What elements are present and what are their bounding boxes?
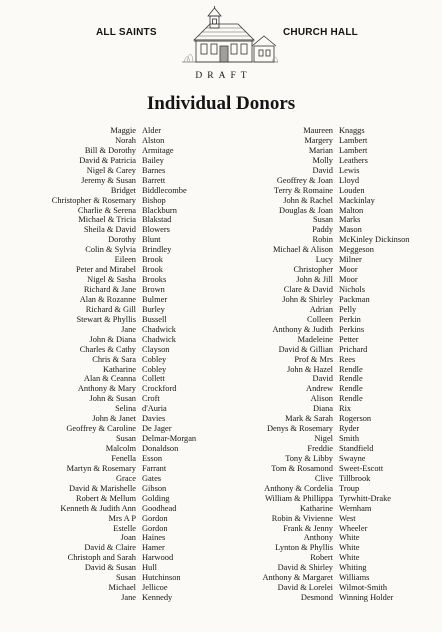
donor-row (10, 374, 242, 384)
donor-first-names: Jane (121, 593, 136, 603)
donor-first-names: Anthony & Cordelia (264, 483, 333, 493)
donor-surname: Moor (339, 265, 358, 275)
donor-surname: Chadwick (142, 334, 176, 344)
donor-first-names: David & Susan (84, 563, 136, 573)
donor-first-names: Molly (312, 155, 333, 165)
donor-first-names: Geoffrey & Caroline (66, 424, 136, 434)
donor-surname: Lambert (339, 135, 368, 145)
donor-row (213, 504, 442, 514)
donor-surname: Harwood (142, 553, 174, 563)
donor-row (10, 166, 242, 176)
header-left-text: ALL SAINTS (96, 27, 157, 38)
donor-first-names: Clive (314, 473, 333, 483)
donor-surname: Moor (339, 275, 358, 285)
donor-surname: Delmar-Morgan (142, 434, 197, 444)
donor-surname: Donaldson (142, 444, 179, 453)
donor-row (213, 196, 442, 206)
donor-first-names: David & Claire (84, 543, 136, 553)
donor-surname: Pelly (339, 304, 357, 314)
church-hall-sketch-icon (180, 6, 280, 68)
donor-row (10, 345, 242, 355)
donor-first-names: Lynton & Phyllis (275, 543, 333, 553)
donor-surname: Swayne (339, 453, 366, 463)
donor-surname: Haines (142, 533, 166, 543)
donor-first-names: Grace (116, 473, 136, 483)
donor-row (10, 543, 242, 553)
donor-row (10, 126, 242, 136)
donor-row (10, 265, 242, 275)
donor-surname: Collett (142, 374, 165, 384)
donor-first-names: David & Shirley (277, 563, 333, 573)
donor-surname: Perkin (339, 314, 361, 324)
donor-row (213, 424, 442, 434)
donor-first-names: Alan & Rozanne (79, 294, 136, 304)
donor-surname: Rendle (339, 364, 363, 374)
donor-surname: Blakstad (142, 215, 172, 225)
donor-first-names: Freddie (307, 444, 333, 453)
donor-surname: Whiting (339, 563, 367, 573)
donor-first-names: Selina (115, 404, 136, 414)
donor-surname: Gordon (142, 513, 168, 523)
donor-row (10, 176, 242, 186)
donor-surname: Esson (142, 453, 163, 463)
donor-first-names: Mark & Sarah (285, 414, 333, 424)
donor-surname: Farrant (142, 463, 167, 473)
donor-first-names: Robin (312, 235, 333, 245)
donor-first-names: Sheila & David (83, 225, 136, 235)
donor-first-names: David & Marishelle (69, 483, 136, 493)
donor-first-names: Nigel & Carey (86, 165, 136, 175)
donor-row (213, 345, 442, 355)
donor-first-names: Anthony & Margaret (262, 573, 333, 583)
donor-first-names: David & Gillian (278, 344, 333, 354)
donor-surname: Brown (142, 285, 165, 294)
donor-row (10, 553, 242, 563)
donor-row (10, 384, 242, 394)
donor-first-names: Tony & Libby (285, 453, 333, 463)
donor-row (213, 265, 442, 275)
donor-surname: Mackinlay (339, 195, 375, 205)
donor-surname: Hull (142, 563, 157, 573)
donor-row (10, 365, 242, 375)
donor-row (213, 464, 442, 474)
donor-row (213, 394, 442, 404)
donor-first-names: Richard & Gill (85, 304, 136, 314)
donor-row (213, 454, 442, 464)
donor-first-names: Douglas & Joan (279, 205, 333, 215)
donor-list-left (10, 126, 242, 603)
donor-row (10, 285, 242, 295)
donor-row (213, 583, 442, 593)
donor-row (10, 275, 242, 285)
donor-row (213, 553, 442, 563)
donor-row (10, 464, 242, 474)
donor-first-names: Katharine (299, 503, 333, 513)
donor-first-names: Nigel (314, 434, 333, 444)
donor-row (213, 524, 442, 534)
donor-first-names: Estelle (113, 523, 136, 533)
donor-surname: Williams (339, 573, 370, 583)
donor-row (213, 225, 442, 235)
donor-first-names: Kenneth & Judith Ann (60, 503, 136, 513)
donor-first-names: Andrew (306, 384, 333, 394)
donor-first-names: Fenella (111, 453, 136, 463)
donor-first-names: John & Janet (92, 414, 136, 424)
donor-first-names: Michael (108, 583, 136, 593)
donor-surname: Petter (339, 334, 359, 344)
donor-first-names: Katharine (102, 364, 136, 374)
donor-surname: Louden (339, 185, 365, 195)
donor-first-names: Mrs A P (108, 513, 136, 523)
donor-surname: Prichard (339, 344, 368, 354)
donor-row (213, 305, 442, 315)
donor-first-names: Margery (304, 135, 333, 145)
donor-first-names: Robin & Vivienne (271, 513, 333, 523)
donor-surname: Croft (142, 394, 160, 404)
donor-first-names: Clare & David (283, 285, 333, 294)
donor-row (10, 593, 242, 603)
donor-first-names: Peter and Mirabel (76, 265, 136, 275)
donor-surname: Packman (339, 294, 370, 304)
donor-surname: Leathers (339, 155, 368, 165)
donor-first-names: Lucy (315, 255, 333, 265)
donor-first-names: David & Lorelei (277, 583, 333, 593)
donor-row (213, 474, 442, 484)
donor-row (10, 583, 242, 593)
donor-row (213, 215, 442, 225)
donor-first-names: Anthony & Judith (272, 324, 333, 334)
donor-surname: Bailey (142, 155, 164, 165)
donor-surname: Tyrwhitt-Drake (339, 493, 391, 503)
donor-surname: Gordon (142, 523, 168, 533)
donor-surname: d'Auria (142, 404, 167, 414)
donor-first-names: John & Hazel (286, 364, 333, 374)
donor-row (213, 146, 442, 156)
donor-surname: Goodhead (142, 503, 177, 513)
donor-row (213, 533, 442, 543)
donor-surname: West (339, 513, 356, 523)
donor-surname: Bulmer (142, 294, 168, 304)
donor-surname: Crockford (142, 384, 177, 394)
donor-surname: Brindley (142, 245, 172, 255)
donor-first-names: Richard & Jane (83, 285, 136, 294)
donor-surname: Wernham (339, 503, 372, 513)
donor-first-names: Bill & Dorothy (84, 145, 136, 155)
donor-row (10, 424, 242, 434)
donor-row (213, 275, 442, 285)
donor-first-names: Robert (310, 553, 333, 563)
donor-surname: Blackburn (142, 205, 177, 215)
donor-first-names: Michael & Alison (272, 245, 333, 255)
donor-first-names: Colleen (306, 314, 333, 324)
donor-first-names: William & Phillippa (264, 493, 333, 503)
donor-row (213, 335, 442, 345)
donor-first-names: Maggie (110, 126, 136, 135)
donor-first-names: Malcolm (105, 444, 136, 453)
donor-surname: De Jager (142, 424, 172, 434)
donor-first-names: Susan (115, 434, 136, 444)
donor-row (10, 494, 242, 504)
donor-surname: Alston (142, 135, 165, 145)
donor-surname: Brook (142, 255, 163, 265)
donor-first-names: Adrian (309, 304, 333, 314)
donor-first-names: Christopher (293, 265, 333, 275)
donor-row (213, 384, 442, 394)
donor-first-names: David (312, 165, 333, 175)
donor-surname: Gibson (142, 483, 167, 493)
donor-row (213, 543, 442, 553)
donor-row (213, 245, 442, 255)
donor-surname: White (339, 553, 360, 563)
donor-surname: Lambert (339, 145, 368, 155)
donor-first-names: Nigel & Sasha (87, 275, 136, 285)
donor-surname: Rogerson (339, 414, 372, 424)
donor-row (213, 235, 442, 245)
donor-surname: Barnes (142, 165, 166, 175)
donor-surname: Rendle (339, 374, 363, 384)
donor-row (213, 355, 442, 365)
donor-row (213, 186, 442, 196)
donor-surname: Hamer (142, 543, 165, 553)
donor-first-names: Marian (308, 145, 333, 155)
donor-row (10, 325, 242, 335)
donor-first-names: Anthony & Mary (77, 384, 136, 394)
donor-row (10, 355, 242, 365)
donor-row (10, 196, 242, 206)
donor-surname: Biddlecombe (142, 185, 187, 195)
donor-first-names: Alan & Ceanna (83, 374, 136, 384)
donor-first-names: Bridget (110, 185, 136, 195)
donor-surname: Gates (142, 473, 162, 483)
donor-first-names: Desmond (300, 593, 333, 603)
donor-row (213, 444, 442, 454)
donor-row (10, 524, 242, 534)
donor-row (10, 335, 242, 345)
donor-surname: Bussell (142, 314, 167, 324)
donor-row (10, 225, 242, 235)
donor-row (213, 315, 442, 325)
donor-row (213, 206, 442, 216)
donor-surname: Bishop (142, 195, 166, 205)
donor-row (213, 414, 442, 424)
donor-first-names: Prof & Mrs (294, 354, 333, 364)
donor-first-names: Denys & Rosemary (266, 424, 333, 434)
donor-surname: Meggeson (339, 245, 374, 255)
donor-first-names: Geoffrey & Joan (276, 175, 333, 185)
donor-row (10, 245, 242, 255)
donor-first-names: Frank & Jenny (283, 523, 333, 533)
donor-first-names: John & Susan (89, 394, 136, 404)
donor-row (213, 295, 442, 305)
donor-row (213, 494, 442, 504)
donor-surname: Knaggs (339, 126, 365, 135)
donor-surname: Standfield (339, 444, 374, 453)
donor-surname: Barrett (142, 175, 166, 185)
donor-row (10, 305, 242, 315)
donor-row (213, 176, 442, 186)
donor-surname: Alder (142, 126, 162, 135)
donor-surname: Malton (339, 205, 364, 215)
donor-surname: McKinley Dickinson (339, 235, 410, 245)
donor-row (10, 474, 242, 484)
donor-row (10, 454, 242, 464)
donor-first-names: Jeremy & Susan (81, 175, 136, 185)
donor-row (213, 434, 442, 444)
donor-first-names: John & Shirley (282, 294, 333, 304)
donor-row (10, 563, 242, 573)
donor-row (213, 255, 442, 265)
donor-surname: Lloyd (339, 175, 360, 185)
donor-row (10, 136, 242, 146)
donor-first-names: Chris & Sara (92, 354, 136, 364)
donor-first-names: John & Rachel (283, 195, 333, 205)
donor-surname: Troup (339, 483, 360, 493)
donor-row (10, 434, 242, 444)
donor-surname: Ryder (339, 424, 360, 434)
donor-surname: Lewis (339, 165, 360, 175)
donor-first-names: David (312, 374, 333, 384)
donor-surname: Brook (142, 265, 163, 275)
donor-row (10, 514, 242, 524)
donor-first-names: Joan (120, 533, 136, 543)
donor-row (10, 404, 242, 414)
donor-surname: Wilmot-Smith (339, 583, 388, 593)
donor-first-names: Tom & Rosamond (271, 463, 333, 473)
donor-first-names: Diana (313, 404, 333, 414)
donor-first-names: Alison (310, 394, 333, 404)
donor-first-names: Eileen (114, 255, 136, 265)
donor-surname: Blunt (142, 235, 161, 245)
header-right-text: CHURCH HALL (283, 27, 358, 38)
donor-first-names: Colin & Sylvia (85, 245, 136, 255)
donor-surname: Rees (339, 354, 356, 364)
donor-first-names: Norah (115, 135, 136, 145)
donor-first-names: Christoph and Sarah (67, 553, 136, 563)
donor-row (213, 374, 442, 384)
donor-row (10, 295, 242, 305)
donor-row (213, 563, 442, 573)
donor-first-names: Michael & Tricia (78, 215, 136, 225)
donor-row (213, 156, 442, 166)
donor-surname: Jellicoe (142, 583, 168, 593)
donor-surname: Clayson (142, 344, 170, 354)
document-header (0, 0, 442, 96)
donor-surname: Golding (142, 493, 170, 503)
donor-row (10, 235, 242, 245)
donor-surname: Nichols (339, 285, 366, 294)
donor-surname: Rix (339, 404, 352, 414)
donor-surname: Smith (339, 434, 360, 444)
donor-first-names: Anthony (303, 533, 333, 543)
donor-surname: Burley (142, 304, 165, 314)
donor-row (10, 255, 242, 265)
donor-first-names: John & Jill (296, 275, 333, 285)
donor-first-names: Susan (115, 573, 136, 583)
donor-first-names: Stewart & Phyllis (76, 314, 136, 324)
donor-surname: Marks (339, 215, 361, 225)
donor-surname: Rendle (339, 384, 363, 394)
donor-surname: Mason (339, 225, 362, 235)
donor-surname: Chadwick (142, 324, 176, 334)
donor-surname: Wheeler (339, 523, 368, 533)
donor-row (213, 514, 442, 524)
donor-first-names: Maureen (303, 126, 333, 135)
donor-surname: Davies (142, 414, 166, 424)
donor-row (10, 504, 242, 514)
donor-first-names: Charles & Cathy (79, 344, 136, 354)
donor-row (10, 156, 242, 166)
page-title: Individual Donors (146, 93, 296, 114)
donor-row (10, 444, 242, 454)
donor-surname: Tillbrook (339, 473, 371, 483)
donor-surname: Milner (339, 255, 362, 265)
donor-first-names: Madeleine (297, 334, 333, 344)
donor-row (213, 593, 442, 603)
donor-row (10, 146, 242, 156)
draft-label: DRAFT (195, 71, 252, 81)
donor-row (213, 136, 442, 146)
donor-row (213, 285, 442, 295)
donor-row (10, 215, 242, 225)
donor-row (10, 186, 242, 196)
donor-first-names: Paddy (312, 225, 333, 235)
donor-first-names: Christopher & Rosemary (51, 195, 136, 205)
donor-row (213, 126, 442, 136)
donor-first-names: Charlie & Serena (77, 205, 136, 215)
donor-list-right (213, 126, 442, 603)
donor-row (213, 404, 442, 414)
donor-surname: Perkins (339, 324, 365, 334)
donor-row (10, 533, 242, 543)
donor-surname: Rendle (339, 394, 363, 404)
donor-first-names: Robert & Mellum (75, 493, 136, 503)
donor-row (10, 573, 242, 583)
donor-row (213, 325, 442, 335)
donor-surname: Armitage (142, 145, 174, 155)
donor-row (10, 394, 242, 404)
donor-surname: Hutchinson (142, 573, 181, 583)
donor-row (10, 414, 242, 424)
donor-first-names: Dorothy (108, 235, 136, 245)
donor-first-names: David & Patricia (79, 155, 136, 165)
donor-row (213, 484, 442, 494)
donor-row (213, 365, 442, 375)
donor-surname: White (339, 543, 360, 553)
donor-surname: Winning Holder (339, 593, 394, 603)
donor-surname: Cobley (142, 364, 167, 374)
donor-surname: Blowers (142, 225, 170, 235)
donor-first-names: Jane (121, 324, 136, 334)
donor-first-names: John & Diana (89, 334, 136, 344)
donor-row (213, 573, 442, 583)
donor-first-names: Martyn & Rosemary (66, 463, 136, 473)
donor-first-names: Susan (312, 215, 333, 225)
donor-surname: Brooks (142, 275, 167, 285)
donor-row (10, 206, 242, 216)
donor-surname: White (339, 533, 360, 543)
donor-first-names: Terry & Romaine (274, 185, 333, 195)
donor-surname: Sweet-Escott (339, 463, 384, 473)
donor-surname: Kennedy (142, 593, 173, 603)
donor-row (10, 315, 242, 325)
donor-row (10, 484, 242, 494)
donor-row (213, 166, 442, 176)
donor-surname: Cobley (142, 354, 167, 364)
